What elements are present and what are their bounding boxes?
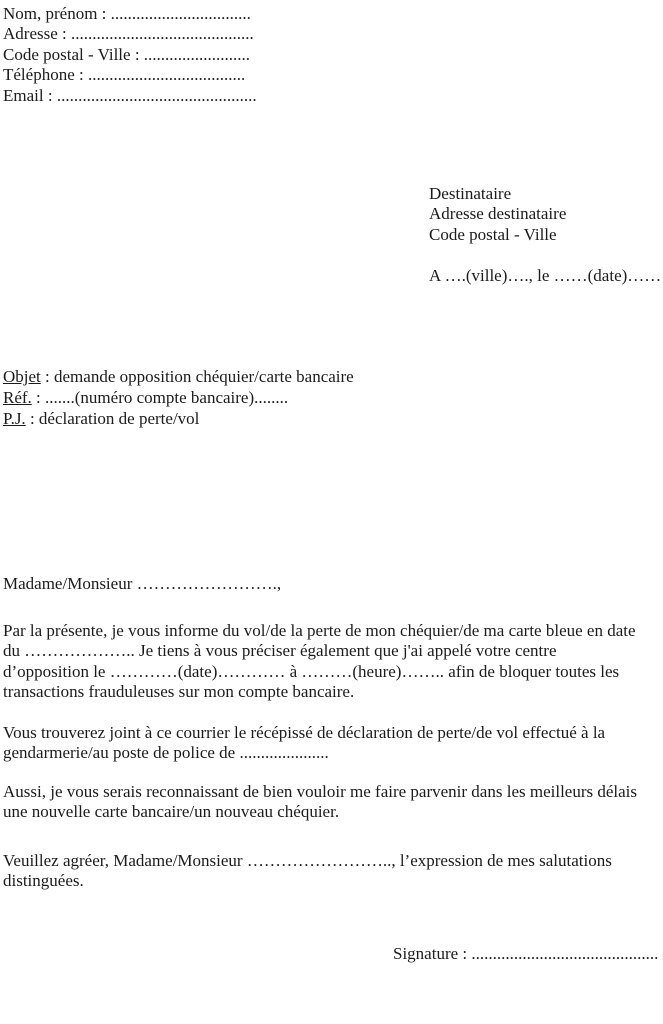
signature-line (393, 944, 658, 964)
body-paragraph-1 (3, 621, 636, 703)
sender-block (3, 4, 257, 106)
sender-phone-line: Téléphone : ..................................... (3, 65, 246, 85)
subject-objet-line (3, 366, 354, 387)
paragraph3-line: une nouvelle carte bancaire/un nouveau chéquier. (3, 802, 340, 822)
objet-text: : demande opposition chéquier/carte bancaire (40, 367, 354, 386)
ref-label: Réf. (3, 388, 32, 407)
subject-block (3, 366, 354, 429)
paragraph1-line: d’opposition le …………(date)………… à ………(heure)…….. afin de bloquer toutes les (3, 661, 620, 681)
sender-name-line: Nom, prénom : ................................. (3, 4, 251, 23)
pj-label: P.J. (3, 409, 26, 428)
sender-email-line: Email : ............................................... (3, 85, 257, 105)
paragraph2-line: gendarmerie/au poste de police de ..................... (3, 743, 329, 763)
subject-pj-line (3, 408, 354, 429)
recipient-city-line: Code postal - Ville (429, 224, 557, 244)
closing-paragraph (3, 851, 612, 892)
place-date-text: A ….(ville)…., le ……(date)…… (429, 266, 662, 285)
salutation-line (3, 574, 281, 594)
recipient-block (429, 184, 566, 245)
pj-text: : déclaration de perte/vol (25, 409, 200, 428)
subject-ref-line (3, 387, 354, 408)
body-paragraph-2 (3, 723, 605, 764)
sender-city-line: Code postal - Ville : ......................... (3, 44, 251, 64)
place-date-line (429, 266, 661, 286)
paragraph1-line: du ……………….. Je tiens à vous préciser également que j'ai appelé votre centre (3, 641, 557, 661)
objet-label: Objet (3, 367, 41, 386)
closing-line: Veuillez agréer, Madame/Monsieur …………………….., l’expression de mes salutations (3, 851, 612, 870)
paragraph3-line: Aussi, je vous serais reconnaissant de bien vouloir me faire parvenir dans les meilleurs délais (3, 782, 638, 801)
ref-text: : .......(numéro compte bancaire)........ (31, 388, 289, 407)
closing-line: distinguées. (3, 871, 84, 891)
signature-text: Signature : ............................................ (393, 944, 659, 963)
body-paragraph-3 (3, 782, 637, 823)
paragraph1-line: transactions frauduleuses sur mon compte bancaire. (3, 682, 355, 702)
recipient-address-line: Adresse destinataire (429, 204, 567, 224)
recipient-name-line: Destinataire (429, 184, 512, 203)
sender-address-line: Adresse : ........................................... (3, 24, 254, 44)
paragraph2-line: Vous trouverez joint à ce courrier le récépissé de déclaration de perte/de vol effectué à la (3, 723, 606, 742)
salutation-text: Madame/Monsieur ……………………., (3, 574, 282, 593)
paragraph1-line: Par la présente, je vous informe du vol/de la perte de mon chéquier/de ma carte bleue en date (3, 621, 636, 640)
